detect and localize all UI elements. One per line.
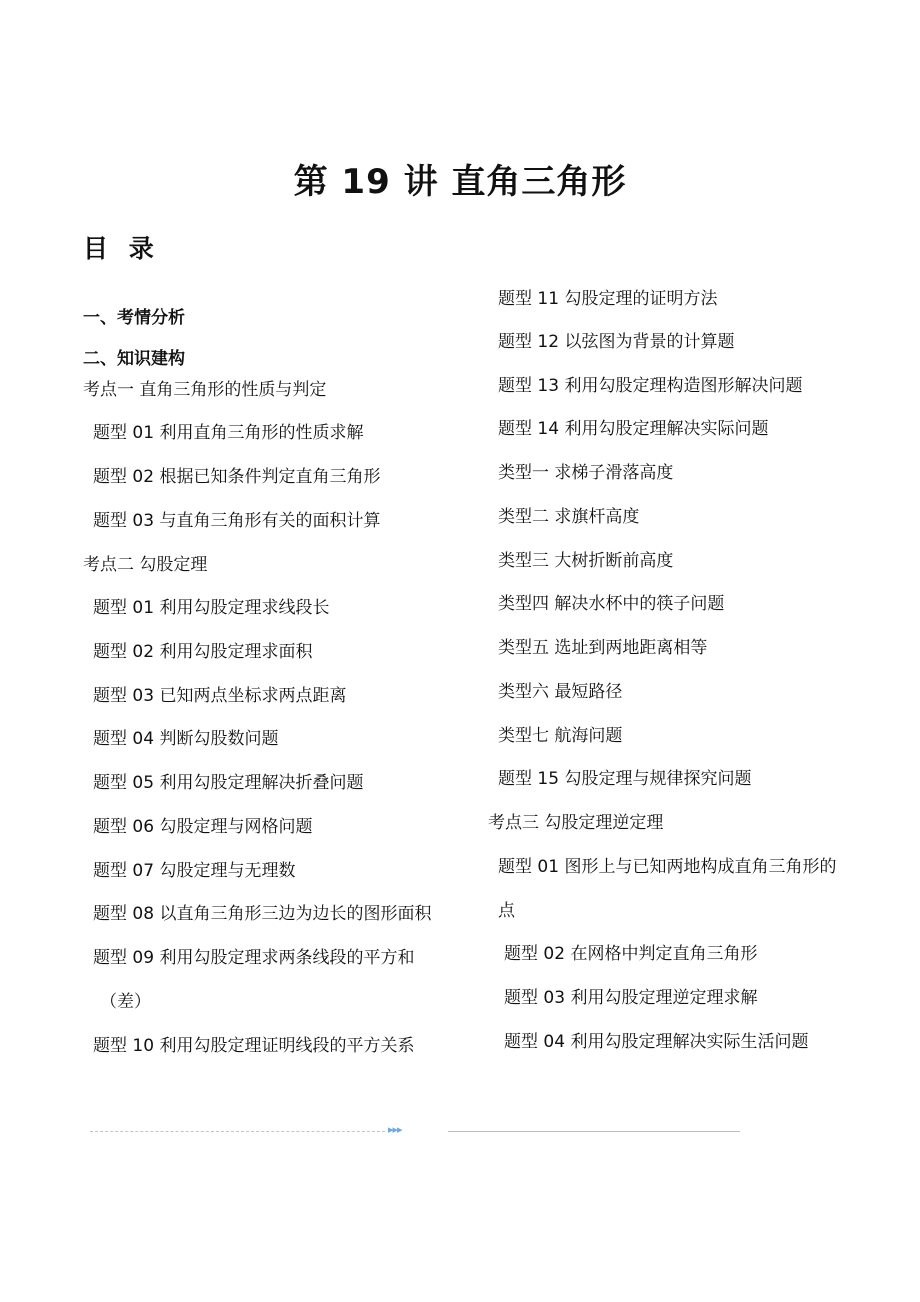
toc-subitem[interactable]: 类型六 最短路径 <box>498 682 623 702</box>
toc-item-continuation[interactable]: （差） <box>100 992 151 1012</box>
toc-kaodian-2[interactable]: 考点二 勾股定理 <box>83 555 208 575</box>
toc-item[interactable]: 题型 02 在网格中判定直角三角形 <box>504 944 758 964</box>
toc-item[interactable]: 题型 11 勾股定理的证明方法 <box>498 289 718 309</box>
toc-item[interactable]: 题型 04 利用勾股定理解决实际生活问题 <box>504 1032 809 1052</box>
toc-subitem[interactable]: 类型二 求旗杆高度 <box>498 507 640 527</box>
toc-item[interactable]: 题型 12 以弦图为背景的计算题 <box>498 332 735 352</box>
footer-arrows-icon: ▸▸▸ <box>388 1123 402 1136</box>
toc-subitem[interactable]: 类型一 求梯子滑落高度 <box>498 463 674 483</box>
toc-item[interactable]: 题型 09 利用勾股定理求两条线段的平方和 <box>93 948 415 968</box>
toc-item[interactable]: 题型 01 利用直角三角形的性质求解 <box>93 423 364 443</box>
toc-subitem[interactable]: 类型三 大树折断前高度 <box>498 551 674 571</box>
footer-divider-right <box>448 1131 740 1132</box>
toc-item[interactable]: 题型 13 利用勾股定理构造图形解决问题 <box>498 376 803 396</box>
page-title: 第 19 讲 直角三角形 <box>293 162 627 202</box>
toc-section-knowledge[interactable]: 二、知识建构 <box>83 349 185 369</box>
toc-item[interactable]: 题型 03 已知两点坐标求两点距离 <box>93 686 347 706</box>
toc-item[interactable]: 题型 03 与直角三角形有关的面积计算 <box>93 511 381 531</box>
toc-kaodian-3[interactable]: 考点三 勾股定理逆定理 <box>488 813 664 833</box>
toc-section-analysis[interactable]: 一、考情分析 <box>83 308 185 328</box>
toc-subitem[interactable]: 类型五 选址到两地距离相等 <box>498 638 708 658</box>
toc-item[interactable]: 题型 02 利用勾股定理求面积 <box>93 642 313 662</box>
toc-item[interactable]: 题型 05 利用勾股定理解决折叠问题 <box>93 773 364 793</box>
toc-item[interactable]: 题型 06 勾股定理与网格问题 <box>93 817 313 837</box>
toc-subitem[interactable]: 类型七 航海问题 <box>498 726 623 746</box>
toc-item[interactable]: 题型 08 以直角三角形三边为边长的图形面积 <box>93 904 432 924</box>
toc-subitem[interactable]: 类型四 解决水杯中的筷子问题 <box>498 594 725 614</box>
toc-heading: 目 录 <box>83 234 160 263</box>
toc-item[interactable]: 题型 03 利用勾股定理逆定理求解 <box>504 988 758 1008</box>
toc-item[interactable]: 题型 01 图形上与已知两地构成直角三角形的 <box>498 857 837 877</box>
toc-item[interactable]: 题型 02 根据已知条件判定直角三角形 <box>93 467 381 487</box>
toc-item[interactable]: 题型 14 利用勾股定理解决实际问题 <box>498 419 769 439</box>
toc-item[interactable]: 题型 10 利用勾股定理证明线段的平方关系 <box>93 1036 415 1056</box>
toc-item[interactable]: 题型 01 利用勾股定理求线段长 <box>93 598 330 618</box>
toc-item[interactable]: 题型 07 勾股定理与无理数 <box>93 861 296 881</box>
toc-kaodian-1[interactable]: 考点一 直角三角形的性质与判定 <box>83 380 327 400</box>
footer-divider-left <box>90 1131 385 1132</box>
toc-item[interactable]: 题型 04 判断勾股数问题 <box>93 729 279 749</box>
toc-item-continuation[interactable]: 点 <box>498 901 515 921</box>
toc-item[interactable]: 题型 15 勾股定理与规律探究问题 <box>498 769 752 789</box>
